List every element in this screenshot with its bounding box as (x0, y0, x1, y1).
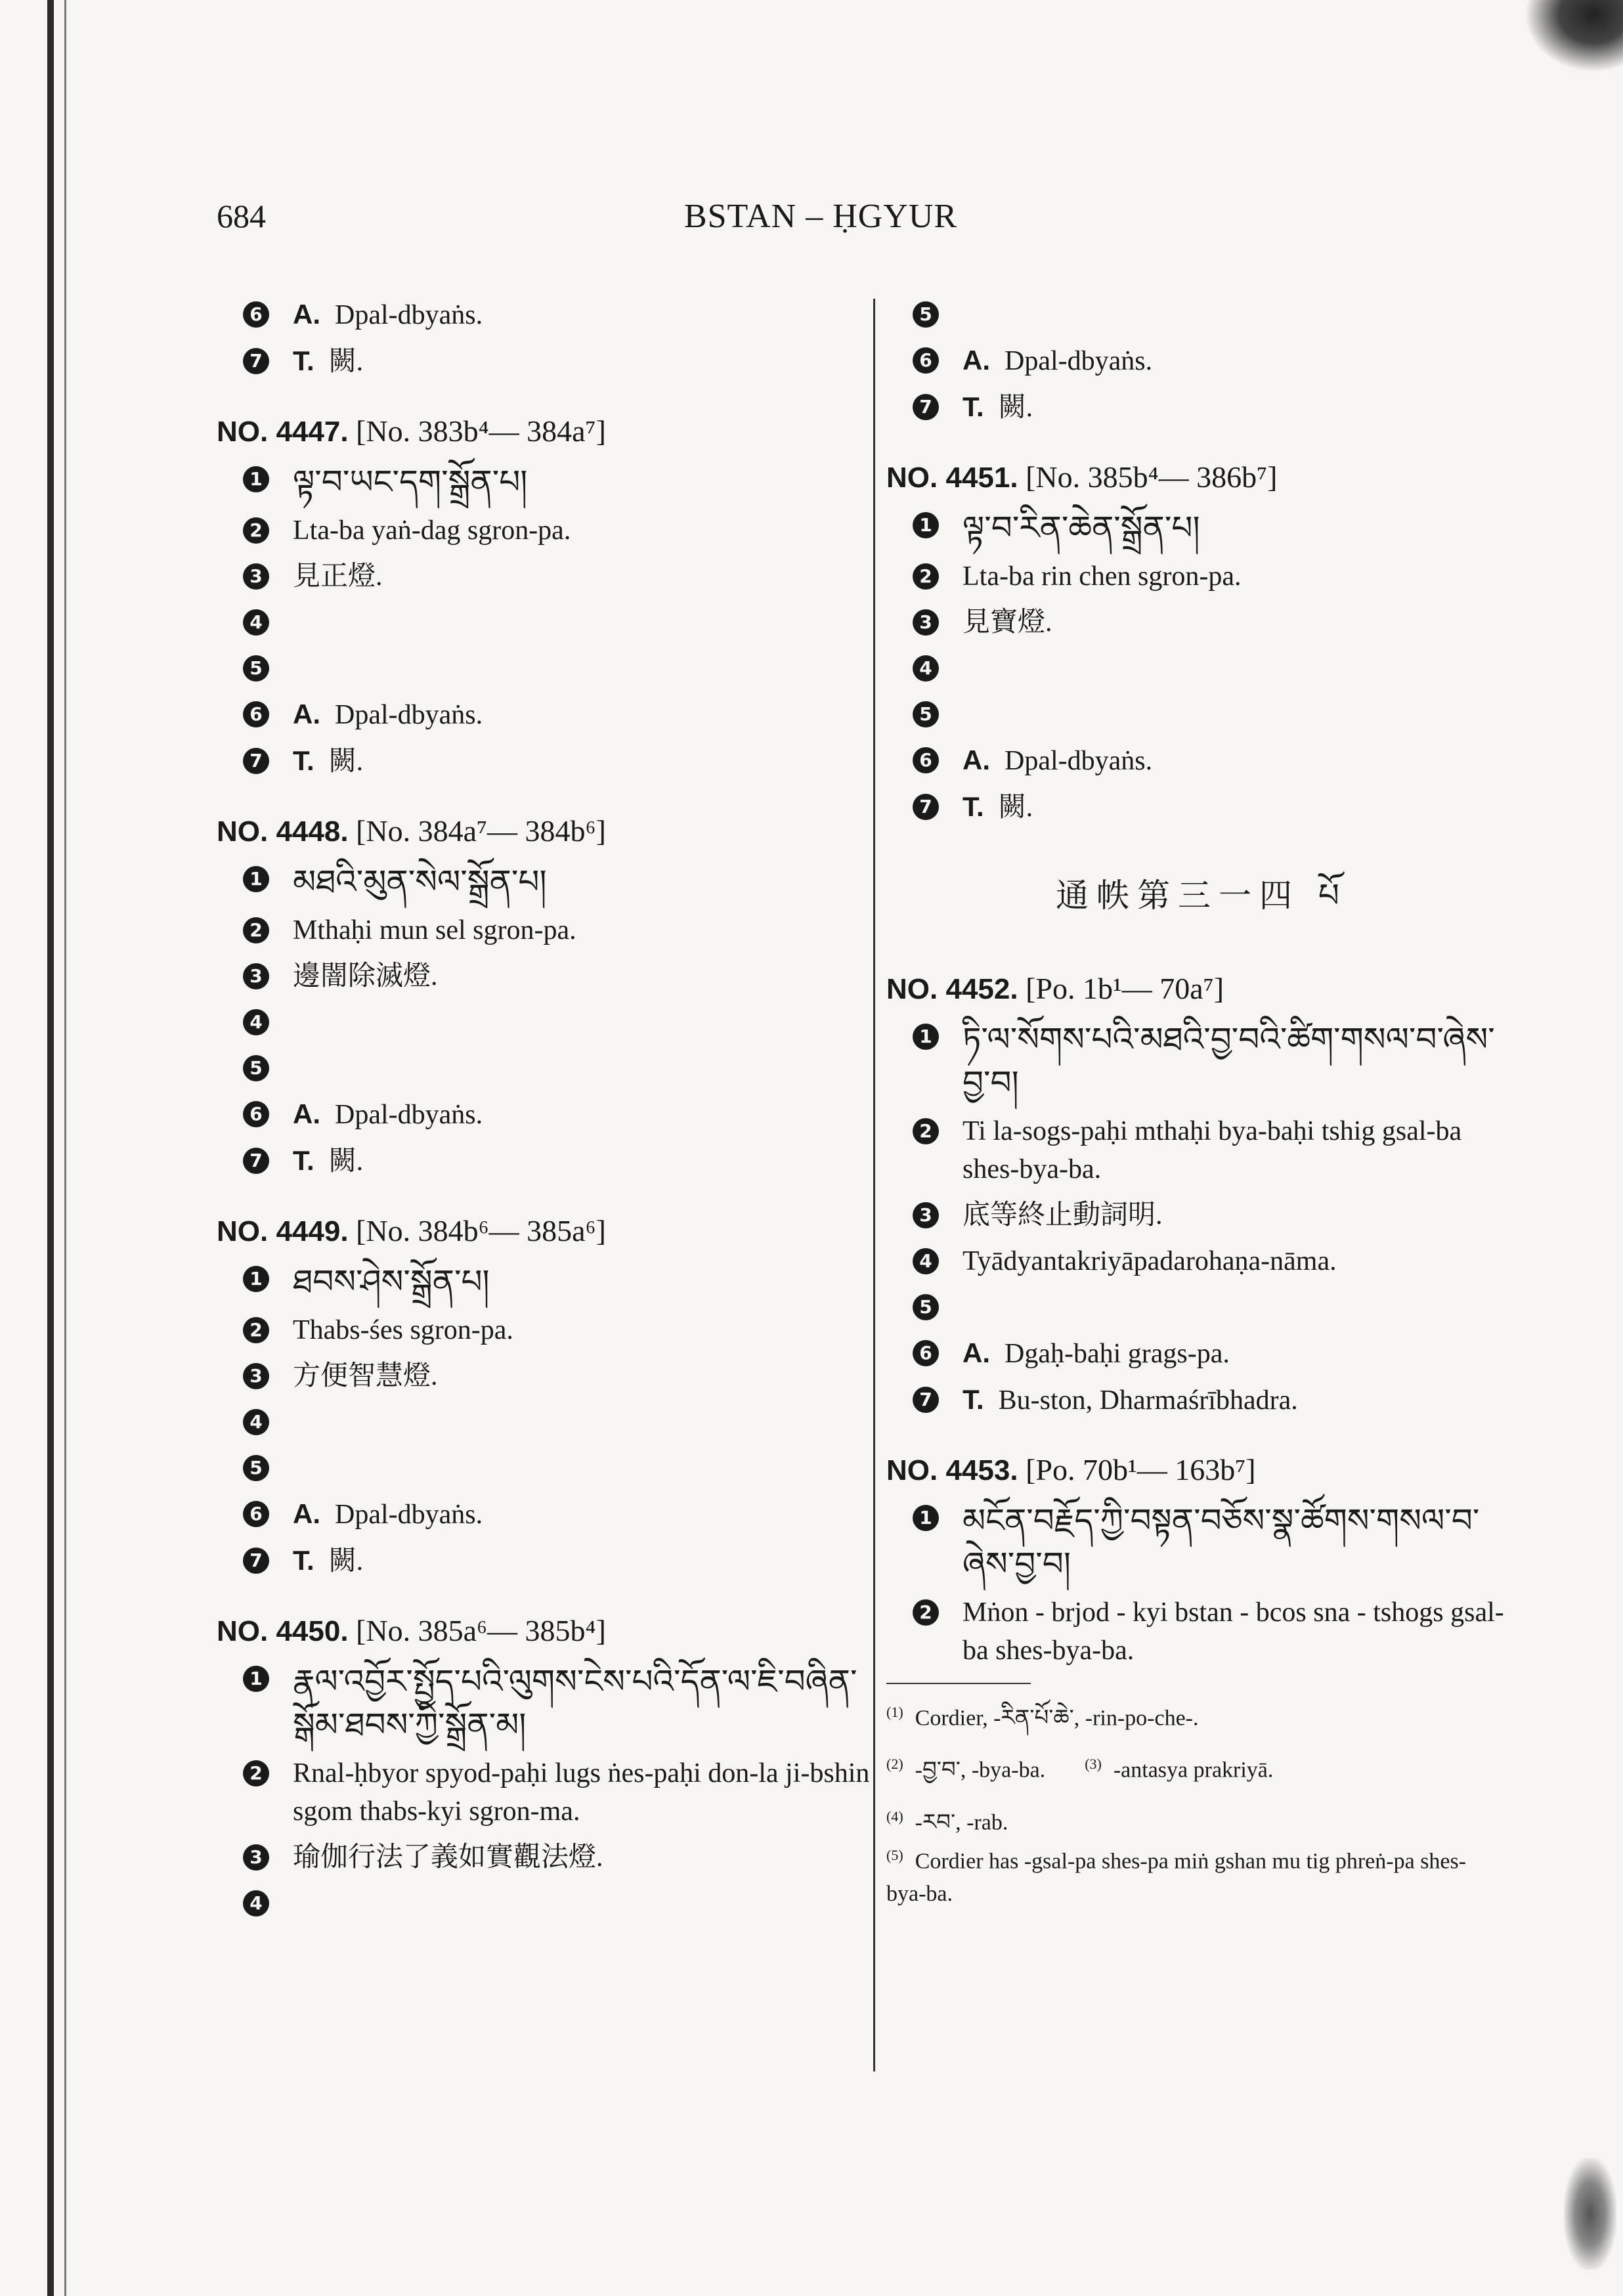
field-value: T. 闕. (293, 1545, 364, 1576)
catalog-entry (217, 1613, 873, 1922)
entry-field-5 (243, 649, 873, 687)
page-number: 684 (217, 198, 266, 234)
field-value: 方便智慧燈. (293, 1361, 438, 1391)
entry-field-2 (243, 911, 873, 949)
field-value: A. Dpal-dbyaṅs. (293, 699, 483, 730)
scan-artifact-bottom-right (1564, 2158, 1616, 2270)
field-number-icon: 1 (243, 1666, 269, 1692)
field-number-icon: 7 (243, 348, 269, 374)
field-label: T. (963, 791, 984, 822)
field-number-icon: 7 (913, 1387, 939, 1413)
entry-field-7 (243, 1542, 873, 1580)
field-value: A. Dpal-dbyaṅs. (963, 345, 1153, 376)
field-number-icon: 6 (913, 1340, 939, 1366)
field-number-icon: 1 (913, 1024, 939, 1050)
field-value: 底等終止動詞明. (963, 1200, 1163, 1230)
field-label: A. (963, 345, 990, 376)
folio-reference: [Po. 1b¹— 70a⁷] (1026, 972, 1224, 1005)
entry-heading (886, 1452, 1517, 1487)
entry-field-3 (243, 1357, 873, 1395)
entry-number: NO. 4453. (886, 1454, 1018, 1486)
field-number-icon: 1 (913, 512, 939, 538)
entry-field-4 (243, 1884, 873, 1922)
field-label: T. (293, 1145, 314, 1176)
entry-heading (886, 971, 1517, 1006)
entry-field-7 (243, 342, 873, 381)
field-label: A. (963, 1337, 990, 1368)
catalog-entry (217, 295, 873, 381)
footnote (886, 1696, 1199, 1735)
entry-field-3 (243, 1838, 873, 1876)
field-value: 瑜伽行法了義如實觀法燈. (293, 1842, 603, 1873)
entry-number: NO. 4450. (217, 1615, 349, 1647)
field-number-icon: 5 (913, 701, 939, 727)
field-value: T. 闕. (293, 745, 364, 777)
footnote-mark: (2) (886, 1756, 903, 1773)
left-column (217, 295, 873, 1955)
field-number-icon: 6 (243, 701, 269, 727)
field-value: 邊闇除滅燈. (293, 961, 438, 991)
field-value: 見正燈. (293, 561, 383, 592)
entry-field-6 (913, 341, 1517, 380)
field-number-icon: 2 (243, 1760, 269, 1787)
entry-field-2 (243, 1311, 873, 1349)
field-number-icon: 3 (243, 1844, 269, 1871)
entry-field-7 (243, 1142, 873, 1180)
entry-field-3 (243, 557, 873, 596)
footnote (886, 1839, 1477, 1911)
footnote (1085, 1748, 1273, 1787)
field-number-icon: 4 (243, 1890, 269, 1917)
section-title: 通帙第三一四 པོ (1056, 877, 1347, 915)
folio-reference: [No. 384a⁷— 384b⁶] (356, 814, 606, 848)
field-number-icon: 7 (243, 748, 269, 774)
folio-reference: [No. 383b⁴— 384a⁷] (356, 414, 606, 448)
field-value: ལྟ་བ་རིན་ཆེན་སྒྲོན་པ། (963, 509, 1200, 547)
page-header (217, 197, 1425, 243)
entry-heading (217, 1613, 873, 1648)
entry-field-4 (913, 649, 1517, 687)
footnote-text: -བྱ་བ་, -bya-ba. (915, 1758, 1046, 1783)
field-number-icon: 2 (243, 517, 269, 544)
field-value: Tyādyantakriyāpadarohaṇa-nāma. (963, 1246, 1337, 1276)
field-number-icon: 5 (913, 1294, 939, 1320)
entry-field-1 (243, 1660, 873, 1746)
entry-field-7 (243, 742, 873, 781)
entry-field-1 (913, 506, 1517, 550)
field-label: T. (963, 1384, 984, 1415)
field-value: མཐའི་མུན་སེལ་སྒྲོན་པ། (293, 863, 547, 901)
field-number-icon: 5 (913, 301, 939, 328)
footnote-mark: (3) (1085, 1756, 1102, 1773)
entry-field-2 (913, 557, 1517, 596)
field-number-icon: 2 (243, 917, 269, 943)
field-number-icon: 2 (243, 1317, 269, 1343)
entry-heading (217, 1213, 873, 1248)
entry-number: NO. 4447. (217, 416, 349, 448)
footnote-text: Cordier has -gsal-pa shes-pa miṅ gshan mu tig phreṅ-pa shes-bya-ba. (886, 1849, 1467, 1907)
field-value: T. 闕. (963, 391, 1033, 423)
field-number-icon: 7 (243, 1148, 269, 1174)
field-value: ལྟ་བ་ཡང་དག་སྒྲོན་པ། (293, 463, 528, 501)
field-value: མངོན་བརྗོད་ཀྱི་བསྟན་བཅོས་སྣ་ཚོགས་གསལ་བ་ཞེས་བྱ་བ། (963, 1502, 1480, 1583)
field-value: Rnal-ḥbyor spyod-paḥi lugs ṅes-paḥi don-la ji-bshin sgom thabs-kyi sgron-ma. (293, 1758, 870, 1827)
folio-reference: [No. 384b⁶— 385a⁶] (356, 1214, 606, 1247)
field-number-icon: 6 (243, 1101, 269, 1127)
field-label: A. (293, 299, 320, 330)
field-value: Mthaḥi mun sel sgron-pa. (293, 915, 576, 945)
field-number-icon: 3 (243, 1363, 269, 1389)
footnote-line (886, 1800, 1517, 1911)
right-column (886, 295, 1517, 1924)
field-number-icon: 4 (913, 655, 939, 682)
footnote (886, 1800, 1008, 1839)
field-value: T. 闕. (293, 345, 364, 377)
field-number-icon: 5 (243, 1455, 269, 1481)
field-number-icon: 2 (913, 563, 939, 590)
field-value: Lta-ba rin chen sgron-pa. (963, 561, 1242, 592)
field-number-icon: 6 (243, 1501, 269, 1527)
entry-heading (217, 813, 873, 848)
entry-field-5 (913, 295, 1517, 334)
entry-field-6 (913, 1334, 1517, 1373)
field-label: A. (293, 1098, 320, 1129)
field-number-icon: 5 (243, 655, 269, 682)
running-title: BSTAN – ḤGYUR (683, 198, 958, 235)
entry-field-2 (913, 1593, 1517, 1670)
entry-number: NO. 4452. (886, 973, 1018, 1005)
footnote-text: Cordier, -རིན་པོ་ཆེ་, -rin-po-che-. (915, 1706, 1199, 1731)
footnote (886, 1748, 1045, 1787)
footnote-mark: (5) (886, 1846, 903, 1863)
footnote-mark: (4) (886, 1808, 903, 1825)
folio-reference: [Po. 70b¹— 163b⁷] (1026, 1453, 1256, 1486)
entry-field-4 (243, 1403, 873, 1441)
field-label: A. (963, 745, 990, 775)
catalog-entry (886, 971, 1517, 1419)
catalog-entry (217, 414, 873, 781)
folio-reference: [No. 385a⁶— 385b⁴] (356, 1614, 606, 1647)
catalog-entry (217, 813, 873, 1180)
entry-field-1 (243, 860, 873, 903)
entry-field-1 (243, 1260, 873, 1303)
field-value: A. Dpal-dbyaṅs. (293, 299, 483, 330)
field-number-icon: 6 (243, 301, 269, 328)
entry-field-1 (913, 1499, 1517, 1586)
entry-field-3 (243, 957, 873, 995)
field-value: Ti la-sogs-paḥi mthaḥi bya-baḥi tshig gsal-ba shes-bya-ba. (963, 1116, 1462, 1184)
field-label: T. (293, 345, 314, 376)
field-number-icon: 2 (913, 1599, 939, 1626)
entry-field-3 (913, 1196, 1517, 1234)
footnote-line (886, 1696, 1517, 1735)
field-number-icon: 3 (243, 963, 269, 989)
entry-field-5 (913, 695, 1517, 733)
entry-field-2 (243, 1754, 873, 1830)
entry-heading (217, 414, 873, 448)
column-divider (873, 299, 875, 2071)
entry-field-2 (243, 511, 873, 550)
field-number-icon: 7 (913, 394, 939, 420)
scan-artifact-top-right (1525, 0, 1623, 72)
footnote-text: -antasya prakriyā. (1113, 1758, 1274, 1783)
entry-field-1 (913, 1018, 1517, 1104)
field-value: ཏི་ལ་སོགས་པའི་མཐའི་བྱ་བའི་ཚིག་གསལ་བ་ཞེས་བྱ་བ། (963, 1020, 1495, 1102)
catalog-entry (886, 295, 1517, 427)
entry-field-2 (913, 1112, 1517, 1188)
field-value: T. Bu-ston, Dharmaśrībhadra. (963, 1384, 1298, 1416)
field-number-icon: 3 (243, 563, 269, 590)
entry-field-7 (913, 388, 1517, 427)
field-label: T. (963, 391, 984, 422)
entry-field-7 (913, 788, 1517, 827)
field-number-icon: 4 (243, 1409, 269, 1435)
entry-field-6 (243, 1095, 873, 1134)
entry-field-6 (243, 295, 873, 334)
field-number-icon: 4 (243, 609, 269, 636)
catalog-entry (886, 460, 1517, 827)
field-number-icon: 7 (913, 794, 939, 820)
field-number-icon: 4 (913, 1248, 939, 1274)
field-number-icon: 3 (913, 1202, 939, 1228)
field-number-icon: 7 (243, 1548, 269, 1574)
entry-field-6 (243, 1495, 873, 1534)
field-number-icon: 3 (913, 609, 939, 636)
entry-field-1 (243, 460, 873, 504)
field-label: T. (293, 1545, 314, 1576)
field-number-icon: 1 (243, 1266, 269, 1292)
field-number-icon: 1 (243, 866, 269, 892)
entry-field-5 (913, 1288, 1517, 1326)
catalog-entry (886, 1452, 1517, 1670)
entry-field-3 (913, 603, 1517, 641)
entry-field-5 (243, 1449, 873, 1487)
catalog-entry (217, 1213, 873, 1580)
entry-field-6 (913, 741, 1517, 780)
entry-field-4 (243, 603, 873, 641)
entry-field-4 (913, 1242, 1517, 1280)
field-value: T. 闕. (963, 791, 1033, 823)
folio-reference: [No. 385b⁴— 386b⁷] (1026, 460, 1278, 494)
footnote-mark: (1) (886, 1704, 903, 1720)
entry-number: NO. 4448. (217, 815, 349, 848)
field-label: A. (293, 1498, 320, 1529)
field-value: T. 闕. (293, 1145, 364, 1177)
field-value: Lta-ba yaṅ-dag sgron-pa. (293, 515, 571, 546)
footnote-rule (886, 1683, 1031, 1684)
field-label: A. (293, 699, 320, 729)
footnote-text: -རབ་, -rab. (915, 1809, 1008, 1834)
entry-number: NO. 4451. (886, 462, 1018, 494)
entry-field-5 (243, 1049, 873, 1087)
field-value: རྣལ་འབྱོར་སྤྱོད་པའི་ལུགས་ངེས་པའི་དོན་ལ་ཇི་བཞིན་སྒོམ་ཐབས་ཀྱི་སྒྲོན་མ། (293, 1662, 857, 1744)
field-number-icon: 1 (913, 1505, 939, 1531)
entry-number: NO. 4449. (217, 1215, 349, 1247)
field-number-icon: 6 (913, 747, 939, 773)
field-value: ཐབས་ཤེས་སྒྲོན་པ། (293, 1263, 490, 1301)
field-number-icon: 5 (243, 1055, 269, 1081)
field-value: A. Dgaḥ-baḥi grags-pa. (963, 1337, 1230, 1369)
entry-heading (886, 460, 1517, 494)
field-value: A. Dpal-dbyaṅs. (963, 745, 1153, 776)
field-value: Thabs-śes sgron-pa. (293, 1315, 513, 1345)
binding-edge-inner (64, 0, 66, 2296)
footnote-line (886, 1748, 1517, 1787)
field-value: A. Dpal-dbyaṅs. (293, 1498, 483, 1530)
field-number-icon: 1 (243, 466, 269, 492)
binding-edge (47, 0, 54, 2296)
field-value: A. Dpal-dbyaṅs. (293, 1098, 483, 1130)
field-label: T. (293, 745, 314, 776)
field-number-icon: 4 (243, 1009, 269, 1035)
field-number-icon: 2 (913, 1118, 939, 1144)
entry-field-4 (243, 1003, 873, 1041)
field-value: Mṅon - brjod - kyi bstan - bcos sna - tshogs gsal-ba shes-bya-ba. (963, 1597, 1504, 1666)
field-value: 見寶燈. (963, 607, 1052, 638)
entry-field-7 (913, 1381, 1517, 1419)
entry-field-6 (243, 695, 873, 734)
field-number-icon: 6 (913, 347, 939, 374)
